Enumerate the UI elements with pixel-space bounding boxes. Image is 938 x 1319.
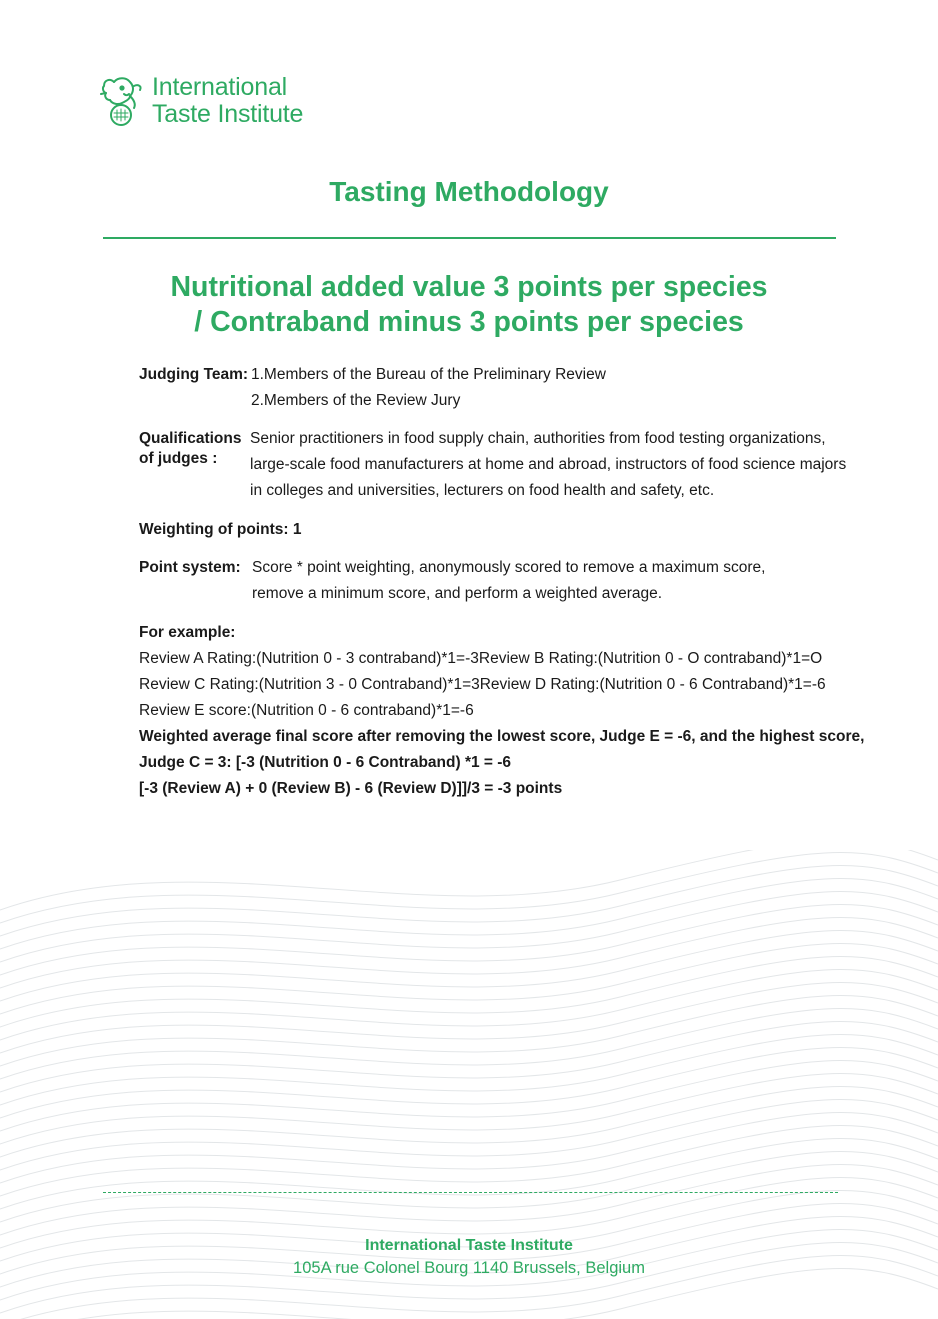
qualifications-text xyxy=(250,426,846,504)
wave-line xyxy=(0,905,938,975)
wave-line xyxy=(0,1165,938,1235)
example-label: For example: xyxy=(139,624,236,641)
brand-name xyxy=(152,74,303,128)
wave-line xyxy=(0,931,938,1001)
wave-line xyxy=(0,1100,938,1170)
wave-line xyxy=(0,944,938,1014)
wave-line xyxy=(0,970,938,1040)
example-line: Review C Rating:(Nutrition 3 - 0 Contraband)*1=3Review D Rating:(Nutrition 0 - 6 Contraband)*1=-6 xyxy=(139,676,826,693)
judging-team-row xyxy=(139,362,879,414)
wave-line xyxy=(0,879,938,949)
footer-institute-name: International Taste Institute xyxy=(365,1237,573,1254)
qualifications-line: large-scale food manufacturers at home and abroad, instructors of food science majors xyxy=(250,456,847,473)
wave-line xyxy=(0,983,938,1053)
lion-mascot-icon xyxy=(100,74,146,128)
heading-line2: / Contraband minus 3 points per species xyxy=(194,306,744,338)
wave-line xyxy=(0,892,938,962)
wave-line xyxy=(0,1048,938,1118)
brand-name-line1: International xyxy=(152,73,287,101)
section-heading xyxy=(0,270,938,340)
judging-team-item: 1.Members of the Bureau of the Preliminary Review xyxy=(251,366,606,383)
point-system-label: Point system: xyxy=(139,559,241,576)
methodology-content xyxy=(139,362,879,802)
wave-line xyxy=(0,957,938,1027)
wave-line xyxy=(0,1152,938,1222)
footer-divider xyxy=(103,1192,838,1193)
wave-line xyxy=(0,1074,938,1144)
example-block xyxy=(139,620,879,802)
point-system-line: Score * point weighting, anonymously scored to remove a maximum score, xyxy=(252,559,766,576)
wave-line xyxy=(0,1113,938,1183)
brand-name-line2: Taste Institute xyxy=(152,100,304,128)
qualifications-line: in colleges and universities, lecturers on food health and safety, etc. xyxy=(250,482,715,499)
example-line: Review E score:(Nutrition 0 - 6 contraband)*1=-6 xyxy=(139,702,474,719)
heading-line1: Nutritional added value 3 points per species xyxy=(170,271,768,303)
wave-line xyxy=(0,1009,938,1079)
wave-line xyxy=(0,1087,938,1157)
judging-team-label: Judging Team: xyxy=(139,366,249,383)
wave-line xyxy=(0,996,938,1066)
judging-team-list xyxy=(251,362,606,414)
wave-line xyxy=(0,1022,938,1092)
qualifications-label xyxy=(139,426,250,504)
wave-line xyxy=(0,850,938,910)
weighting-of-points: Weighting of points: 1 xyxy=(139,521,302,538)
example-result-line: Weighted average final score after removing the lowest score, Judge E = -6, and the highest score, xyxy=(139,728,865,745)
qualifications-line: Senior practitioners in food supply chain, authorities from food testing organizations, xyxy=(250,430,826,447)
example-result-line: Judge C = 3: [-3 (Nutrition 0 - 6 Contraband) *1 = -6 xyxy=(139,754,512,771)
example-result-line: [-3 (Review A) + 0 (Review B) - 6 (Review D)]]/3 = -3 points xyxy=(139,780,563,797)
wave-line xyxy=(0,1035,938,1105)
point-system-text xyxy=(252,555,765,607)
document-title: Tasting Methodology xyxy=(329,176,609,207)
title-divider xyxy=(103,237,836,239)
point-system-line: remove a minimum score, and perform a weighted average. xyxy=(252,585,663,602)
brand-logo xyxy=(100,74,303,128)
example-line: Review A Rating:(Nutrition 0 - 3 contraband)*1=-3Review B Rating:(Nutrition 0 - O contraband)*1=O xyxy=(139,650,823,667)
wave-line xyxy=(0,918,938,988)
qualifications-label-line1: Qualifications xyxy=(139,430,242,447)
wave-line xyxy=(0,1126,938,1196)
point-system-row xyxy=(139,555,879,607)
wave-line xyxy=(0,1061,938,1131)
wave-line xyxy=(0,866,938,936)
qualifications-row xyxy=(139,426,879,504)
qualifications-label-line2: of judges : xyxy=(139,450,218,467)
footer-address: 105A rue Colonel Bourg 1140 Brussels, Belgium xyxy=(293,1259,645,1277)
wave-line xyxy=(0,1139,938,1209)
wave-line xyxy=(0,853,938,923)
judging-team-item: 2.Members of the Review Jury xyxy=(251,392,461,409)
